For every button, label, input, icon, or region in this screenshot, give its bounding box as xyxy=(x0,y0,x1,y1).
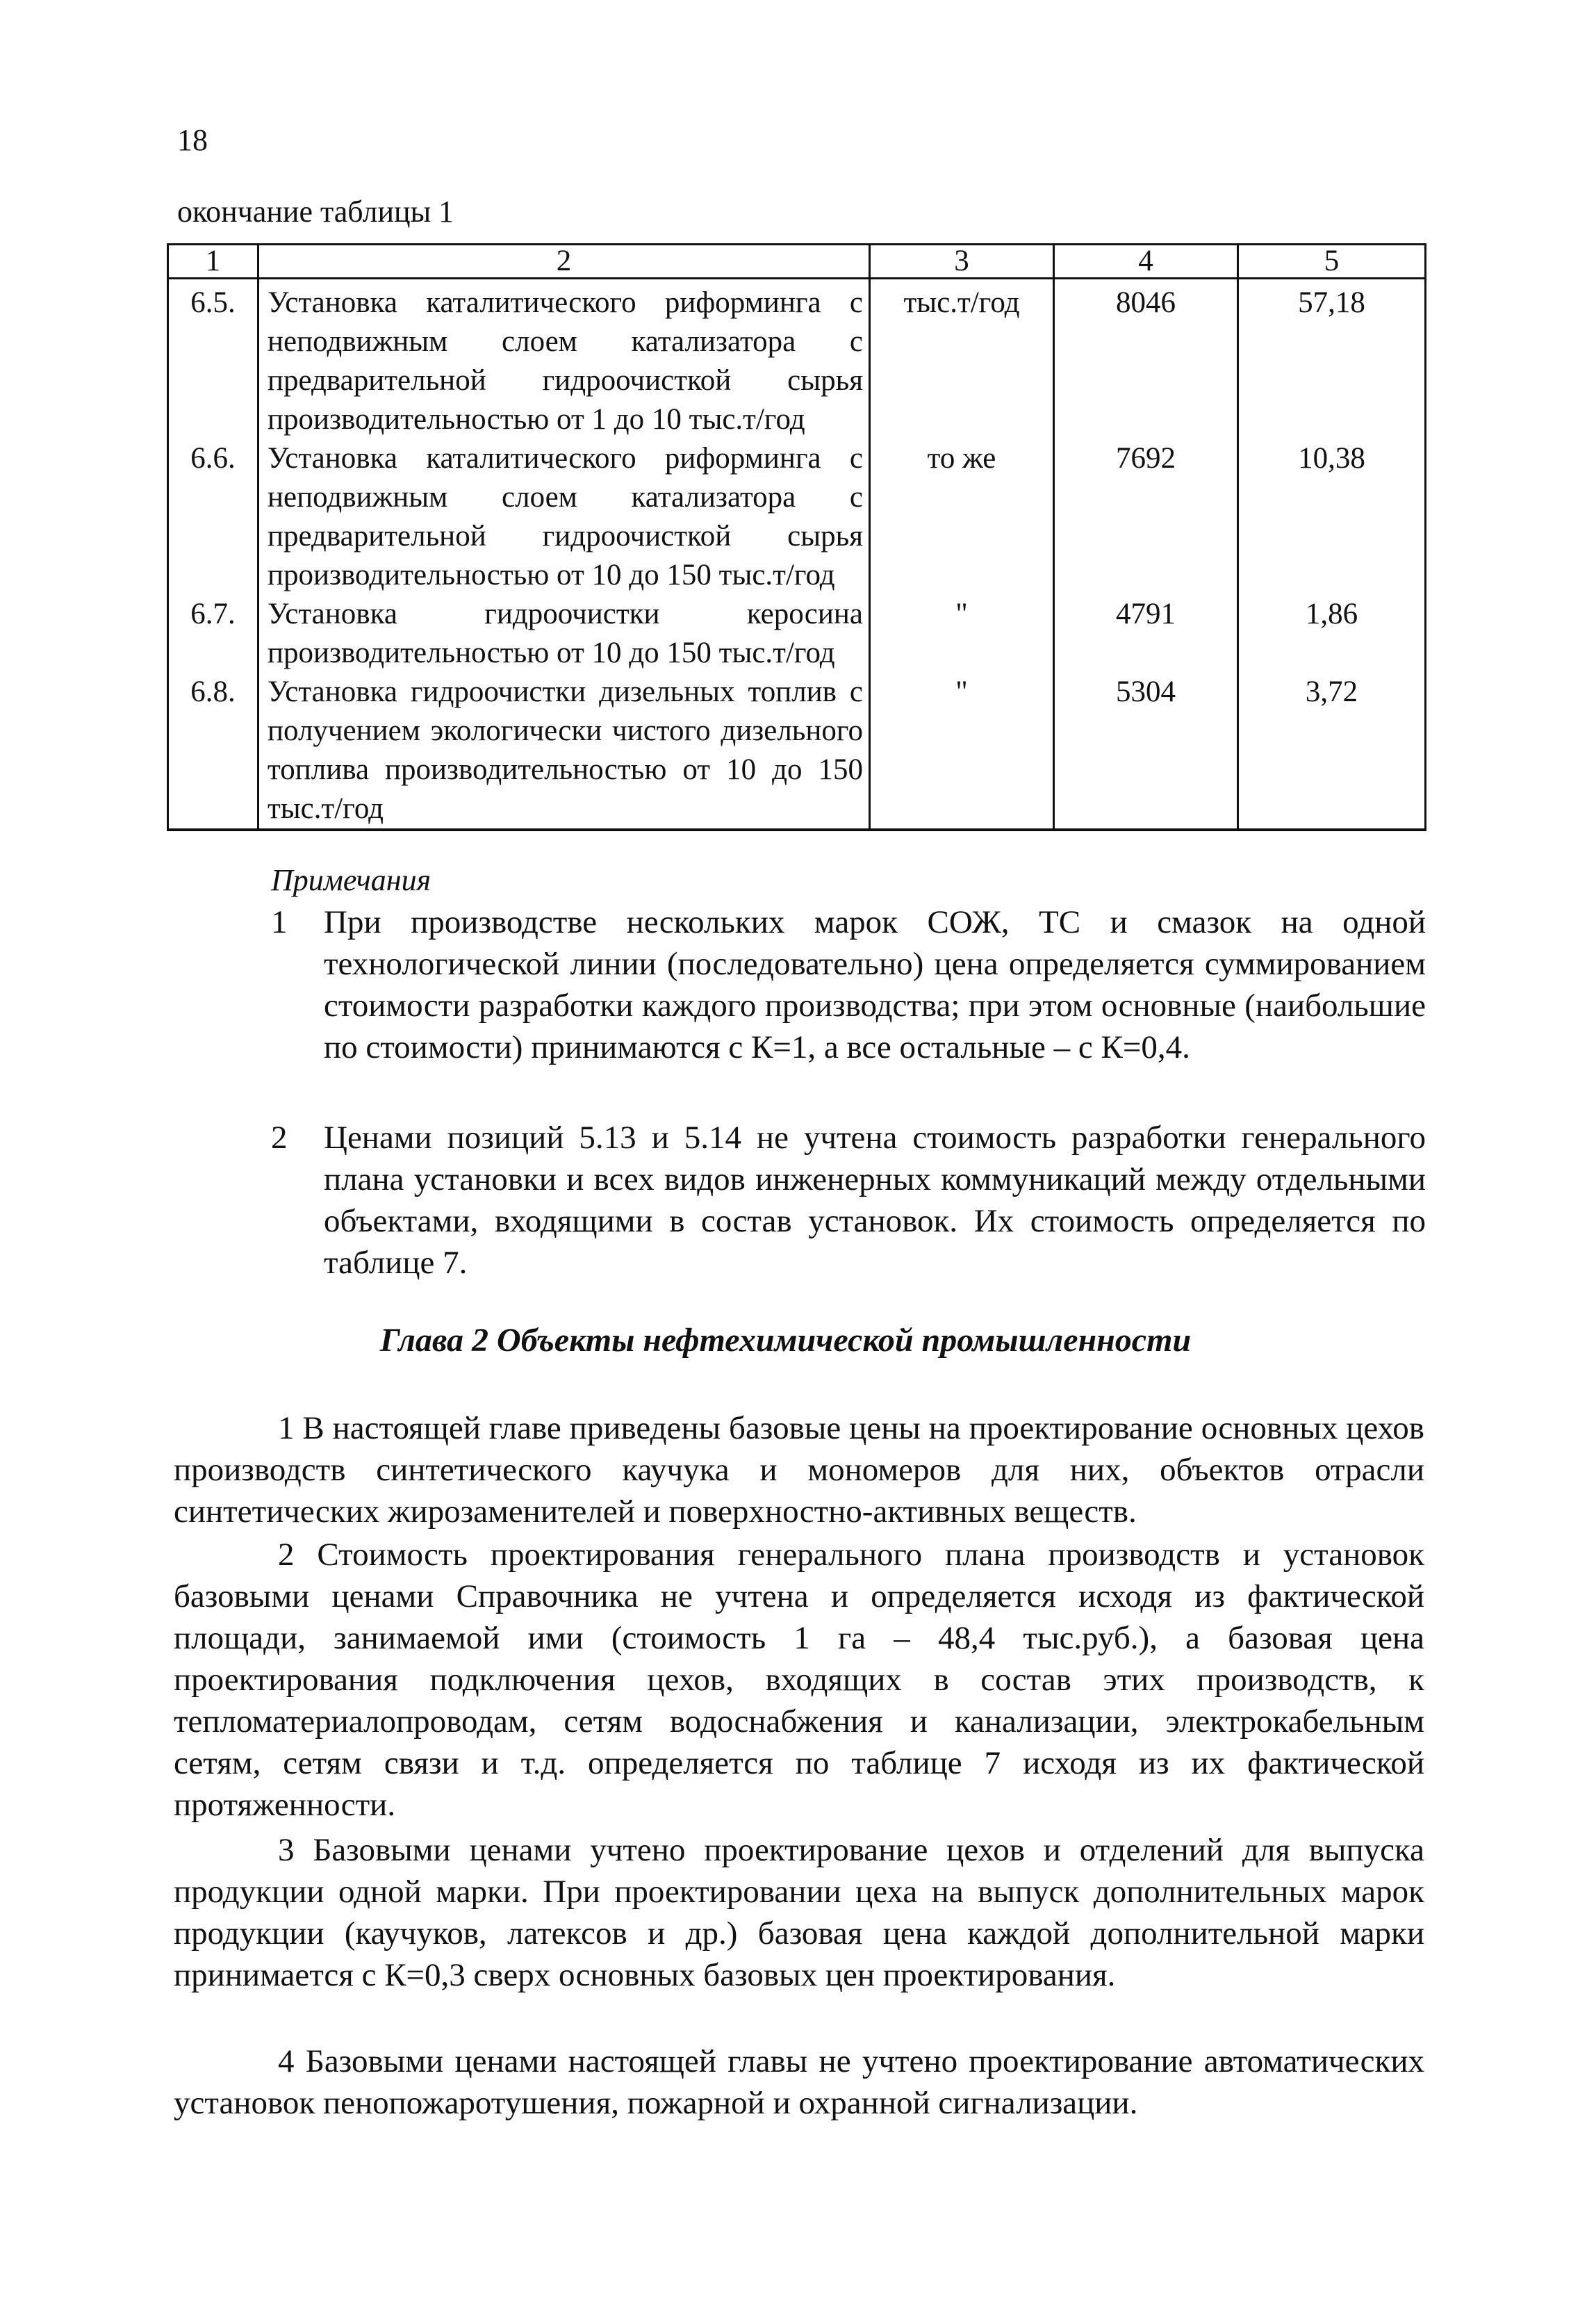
row-value-2: 10,38 xyxy=(1238,439,1426,595)
table-header-cell: 1 xyxy=(168,245,258,279)
row-number: 6.5. xyxy=(168,279,258,440)
paragraph: 1 В настоящей главе приведены базовые цены на проектирование основных цехов производств синтетического каучука и мономеров для них, объектов отрасли синтетических жирозаменителей и поверхностно-активных веществ. xyxy=(174,1410,1424,1530)
paragraph: 2 Стоимость проектирования генерального плана производств и установок базовыми ценами Справочника не учтена и определяется исходя из фактической площади, занимаемой ими (стоимость 1 га – 48,4 тыс.руб.), а базовая цена проектирования подключения цехов, входящих в состав этих производств, к тепломатериалопроводам, сетям водоснабжения и канализации, электрокабельным сетям, сетям связи и т.д. определяется по таблице 7 исходя из их фактической протяженности. xyxy=(174,1537,1424,1823)
note-number: 1 xyxy=(271,904,288,940)
row-unit: тыс.т/год xyxy=(870,279,1054,440)
note-text: При производстве нескольких марок СОЖ, ТС и смазок на одной технологической линии (последовательно) цена определяется суммированием стоимости разработки каждого производства; при этом основные (наибольшие по стоимости) принимаются с К=1, а все остальные – с К=0,4. xyxy=(324,904,1426,1065)
row-value-1: 5304 xyxy=(1054,673,1238,830)
table-header-row xyxy=(168,245,1426,279)
table-header-cell: 5 xyxy=(1238,245,1426,279)
row-name: Установка гидроочистки керосина производительностью от 10 до 150 тыс.т/год xyxy=(258,595,870,673)
note-item xyxy=(271,1117,1426,1284)
table-row xyxy=(168,595,1426,673)
row-value-1: 4791 xyxy=(1054,595,1238,673)
table-caption: окончание таблицы 1 xyxy=(177,195,454,229)
row-value-2: 1,86 xyxy=(1238,595,1426,673)
paragraph: 3 Базовыми ценами учтено проектирование цехов и отделений для выпуска продукции одной марки. При проектировании цеха на выпуск дополнительных марок продукции (каучуков, латексов и др.) базовая цена каждой дополнительной марки принимается с К=0,3 сверх основных базовых цен проектирования. xyxy=(174,1832,1424,1993)
price-table xyxy=(167,243,1426,831)
table-row xyxy=(168,439,1426,595)
row-value-2: 57,18 xyxy=(1238,279,1426,440)
page-number: 18 xyxy=(177,123,208,157)
row-name: Установка гидроочистки дизельных топлив с получением экологически чистого дизельного топлива производительностью от 10 до 150 тыс.т/год xyxy=(258,673,870,830)
row-unit: " xyxy=(870,595,1054,673)
row-unit: " xyxy=(870,673,1054,830)
row-number: 6.7. xyxy=(168,595,258,673)
paragraph: 4 Базовыми ценами настоящей главы не учтено проектирование автоматических установок пенопожаротушения, пожарной и охранной сигнализации. xyxy=(174,2043,1424,2121)
table-header-cell: 2 xyxy=(258,245,870,279)
note-text: Ценами позиций 5.13 и 5.14 не учтена стоимость разработки генерального плана установки и всех видов инженерных коммуникаций между отдельными объектами, входящими в состав установок. Их стоимость определяется по таблице 7. xyxy=(324,1120,1426,1281)
row-name: Установка каталитического риформинга с неподвижным слоем катализатора с предварительной гидроочисткой сырья производительностью от 1 до 10 тыс.т/год xyxy=(258,279,870,440)
row-value-1: 8046 xyxy=(1054,279,1238,440)
row-value-2: 3,72 xyxy=(1238,673,1426,830)
note-item xyxy=(271,901,1426,1068)
table-row xyxy=(168,673,1426,830)
table-header-cell: 4 xyxy=(1054,245,1238,279)
table-header-cell: 3 xyxy=(870,245,1054,279)
row-number: 6.8. xyxy=(168,673,258,830)
row-name: Установка каталитического риформинга с неподвижным слоем катализатора с предварительной гидроочисткой сырья производительностью от 10 до 150 тыс.т/год xyxy=(258,439,870,595)
chapter-title: Глава 2 Объекты нефтехимической промышленности xyxy=(379,1322,1192,1359)
row-value-1: 7692 xyxy=(1054,439,1238,595)
row-unit: то же xyxy=(870,439,1054,595)
note-number: 2 xyxy=(271,1120,288,1156)
row-number: 6.6. xyxy=(168,439,258,595)
table-row xyxy=(168,279,1426,440)
notes-title: Примечания xyxy=(271,863,431,897)
